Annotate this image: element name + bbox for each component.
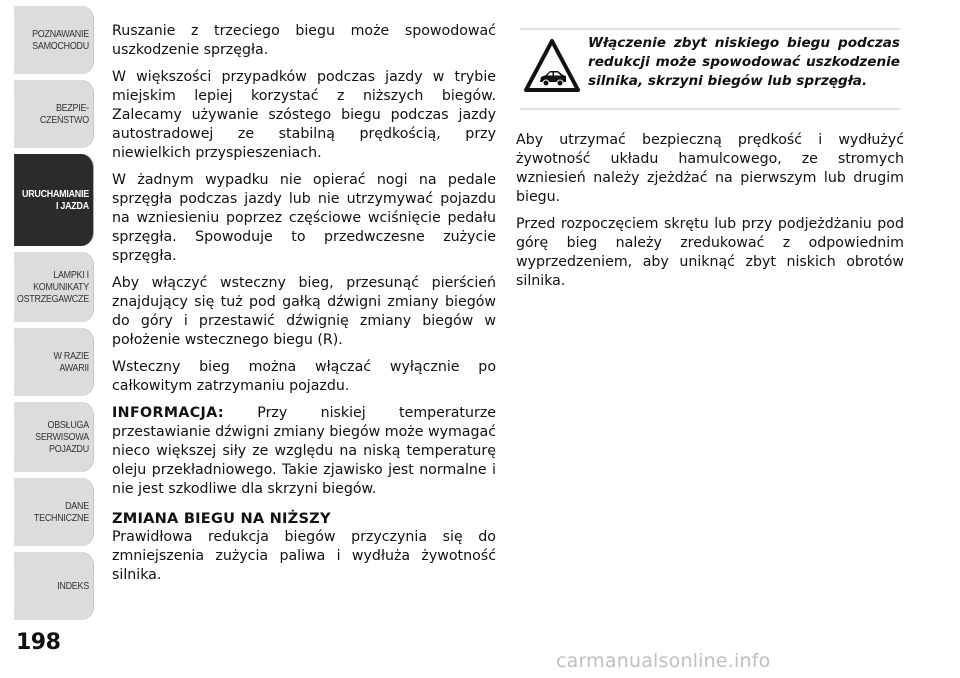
note-paragraph bbox=[112, 404, 496, 499]
tab-label: INDEKS bbox=[57, 580, 89, 592]
paragraph: Aby włączyć wsteczny bieg, przesunąć pierścień znajdujący się tuż pod gałką dźwigni zmiany biegów do góry i przestawić dźwignię zmiany biegów w położenie wstecznego biegu (R). bbox=[112, 275, 496, 348]
tab-label: POZNAWANIE SAMOCHODU bbox=[32, 28, 89, 52]
note-label: INFORMACJA: bbox=[112, 405, 224, 421]
tab-label: LAMPKI I KOMUNIKATY OSTRZEGAWCZE bbox=[16, 269, 89, 305]
paragraph: Aby utrzymać bezpieczną prędkość i wydłużyć żywotność układu hamulcowego, ze stromych wzniesień należy zjeżdżać na pierwszym lub drugim biegu. bbox=[516, 132, 904, 205]
paragraph: W większości przypadków podczas jazdy w trybie miejskim lepiej korzystać z niższych biegów. Zalecamy używanie szóstego biegu podczas jazdy autostradowej ze stabilną prędkością, przy niewielkich przyspieszeniach. bbox=[112, 69, 496, 161]
tab-label: DANE TECHNICZNE bbox=[33, 500, 89, 524]
tab-obsluga-serwisowa[interactable] bbox=[14, 402, 94, 472]
warning-car-icon bbox=[524, 38, 580, 94]
tab-lampki-i-komunikaty[interactable] bbox=[14, 252, 94, 322]
paragraph: Ruszanie z trzeciego biegu może spowodować uszkodzenie sprzęgła. bbox=[112, 23, 496, 58]
tab-label: BEZPIE- CZEŃSTWO bbox=[39, 102, 89, 126]
tab-w-razie-awarii[interactable] bbox=[14, 328, 94, 396]
tab-indeks[interactable] bbox=[14, 552, 94, 620]
paragraph: W żadnym wypadku nie opierać nogi na pedale sprzęgła podczas jazdy lub nie utrzymywać pojazdu na wzniesieniu poprzez częściowe wciśnięcie pedału sprzęgła. Spowoduje to przedwczesne zużycie sprzęgła. bbox=[112, 172, 496, 264]
paragraph: Prawidłowa redukcja biegów przyczynia się do zmniejszenia zużycia paliwa i wydłuża żywotność silnika. bbox=[112, 529, 496, 583]
tab-uruchamianie-i-jazda[interactable] bbox=[14, 154, 94, 246]
watermark: carmanualsonline.info bbox=[556, 650, 771, 672]
warning-text: Włączenie zbyt niskiego biegu podczas redukcji może spowodować uszkodzenie silnika, skrzyni biegów lub sprzęgła. bbox=[588, 35, 900, 89]
page-number: 198 bbox=[16, 630, 61, 655]
tab-bezpieczenstwo[interactable] bbox=[14, 80, 94, 148]
tab-label: W RAZIE AWARII bbox=[53, 350, 89, 374]
tab-label: URUCHAMIANIE I JAZDA bbox=[22, 188, 89, 212]
tab-dane-techniczne[interactable] bbox=[14, 478, 94, 546]
right-column bbox=[516, 131, 904, 299]
paragraph: Wsteczny bieg można włączać wyłącznie po całkowitym zatrzymaniu pojazdu. bbox=[112, 359, 496, 394]
tab-label: OBSŁUGA SERWISOWA POJAZDU bbox=[35, 419, 89, 455]
chapter-sidebar bbox=[0, 0, 100, 640]
warning-box bbox=[520, 30, 900, 110]
warning-bottom-rule bbox=[520, 108, 900, 110]
left-column bbox=[112, 22, 496, 593]
paragraph: Przed rozpoczęciem skrętu lub przy podjeżdżaniu pod górę bieg należy zredukować z odpowiednim wyprzedzeniem, aby uniknąć zbyt niskich obrotów silnika. bbox=[516, 216, 904, 289]
section-heading: ZMIANA BIEGU NA NIŻSZY bbox=[112, 510, 331, 527]
note-text: Przy niskiej temperaturze przestawianie dźwigni zmiany biegów może wymagać nieco większej siły ze względu na niską temperaturę oleju przekładniowego. Takie zjawisko jest normalne i nie jest szkodliwe dla skrzyni biegów. bbox=[112, 405, 496, 497]
tab-poznawanie-samochodu[interactable] bbox=[14, 6, 94, 74]
